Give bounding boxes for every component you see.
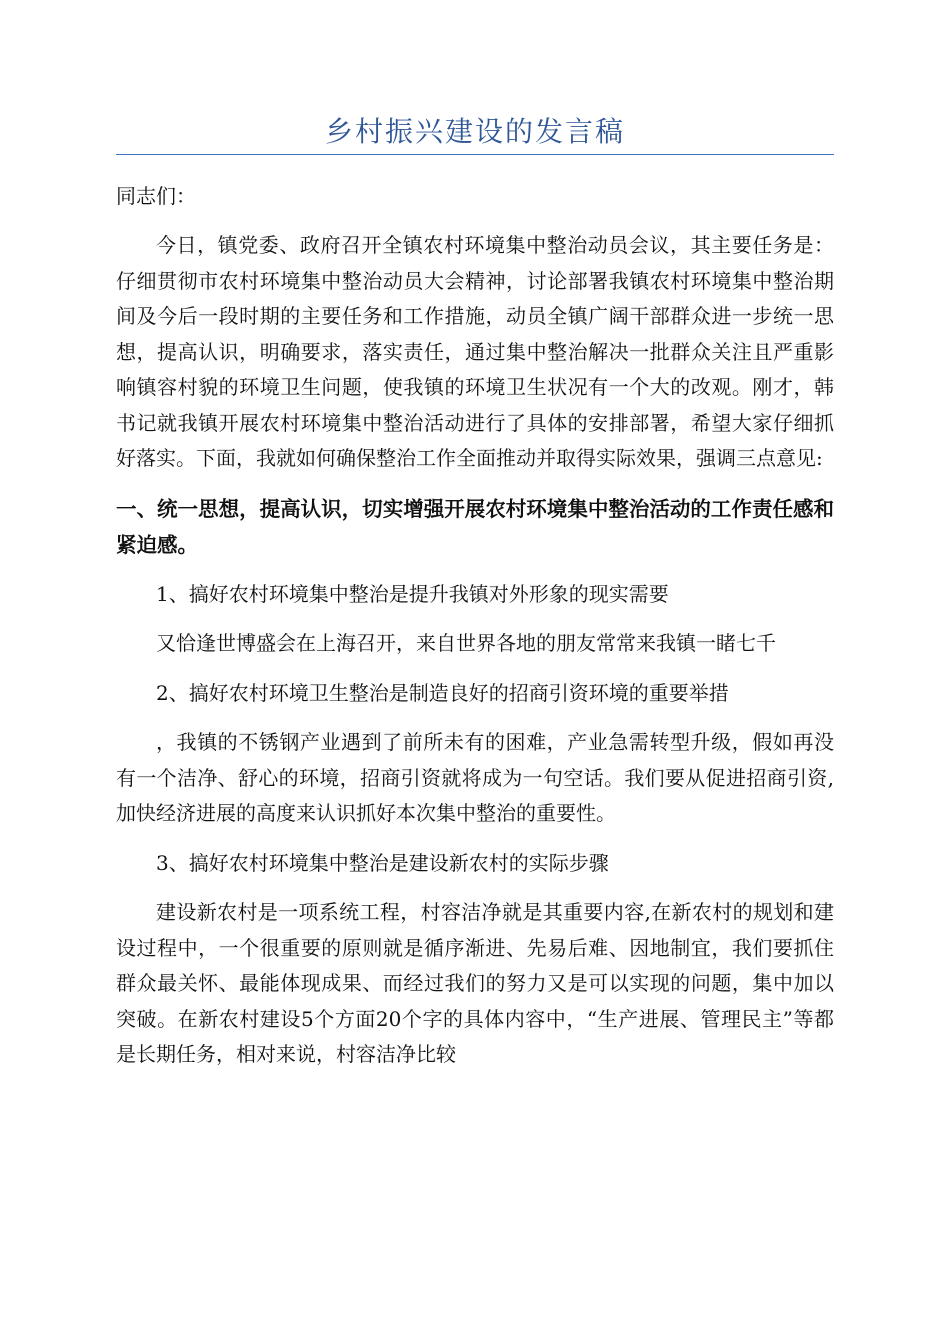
subheading-2: 2、搞好农村环境卫生整治是制造良好的招商引资环境的重要举措	[156, 680, 729, 705]
intro-paragraph: 今日，镇党委、政府召开全镇农村环境集中整治动员会议，其主要任务是：仔细贯彻市农村环境集中整治动员大会精神，讨论部署我镇农村环境集中整治期间及今后一段时期的主要任务和工作措施，动员全镇广阔干部群众进一步统一思想，提高认识，明确要求，落实责任，通过集中整治解决一批群众关注且严重影响镇容村貌的环境卫生问题，使我镇的环境卫生状况有一个大的改观。刚才，韩书记就我镇开展农村环境集中整治活动进行了具体的安排部署，希望大家仔细抓好落实。下面，我就如何确保整治工作全面推动并取得实际效果，强调三点意见:	[116, 233, 834, 470]
salutation: 同志们：	[116, 184, 196, 208]
document-title: 乡村振兴建设的发言稿	[324, 115, 625, 148]
subheading-1: 1、搞好农村环境集中整治是提升我镇对外形象的现实需要	[156, 581, 669, 606]
section-heading-1: 一、统一思想，提高认识，切实增强开展农村环境集中整治活动的工作责任感和紧迫感。	[116, 496, 834, 557]
paragraph-2: ，我镇的不锈钢产业遇到了前所未有的困难，产业急需转型升级，假如再没有一个洁净、舒心的环境，招商引资就将成为一句空话。我们要从促进招商引资,加快经济进展的高度来认识抓好本次集中整治的重要性。	[116, 730, 834, 825]
paragraph-1: 又恰逢世博盛会在上海召开，来自世界各地的朋友常常来我镇一睹七千	[156, 631, 776, 655]
subheading-3: 3、搞好农村环境集中整治是建设新农村的实际步骤	[156, 850, 609, 875]
document-page	[116, 110, 834, 1073]
title-underline	[116, 154, 834, 155]
paragraph-3: 建设新农村是一项系统工程，村容洁净就是其重要内容,在新农村的规划和建设过程中，一个很重要的原则就是循序渐进、先易后难、因地制宜，我们要抓住群众最关怀、最能体现成果、而经过我们的努力又是可以实现的问题，集中加以突破。在新农村建设5个方面20个字的具体内容中，“生产进展、管理民主”等都是长期任务，相对来说，村容洁净比较	[116, 900, 834, 1066]
